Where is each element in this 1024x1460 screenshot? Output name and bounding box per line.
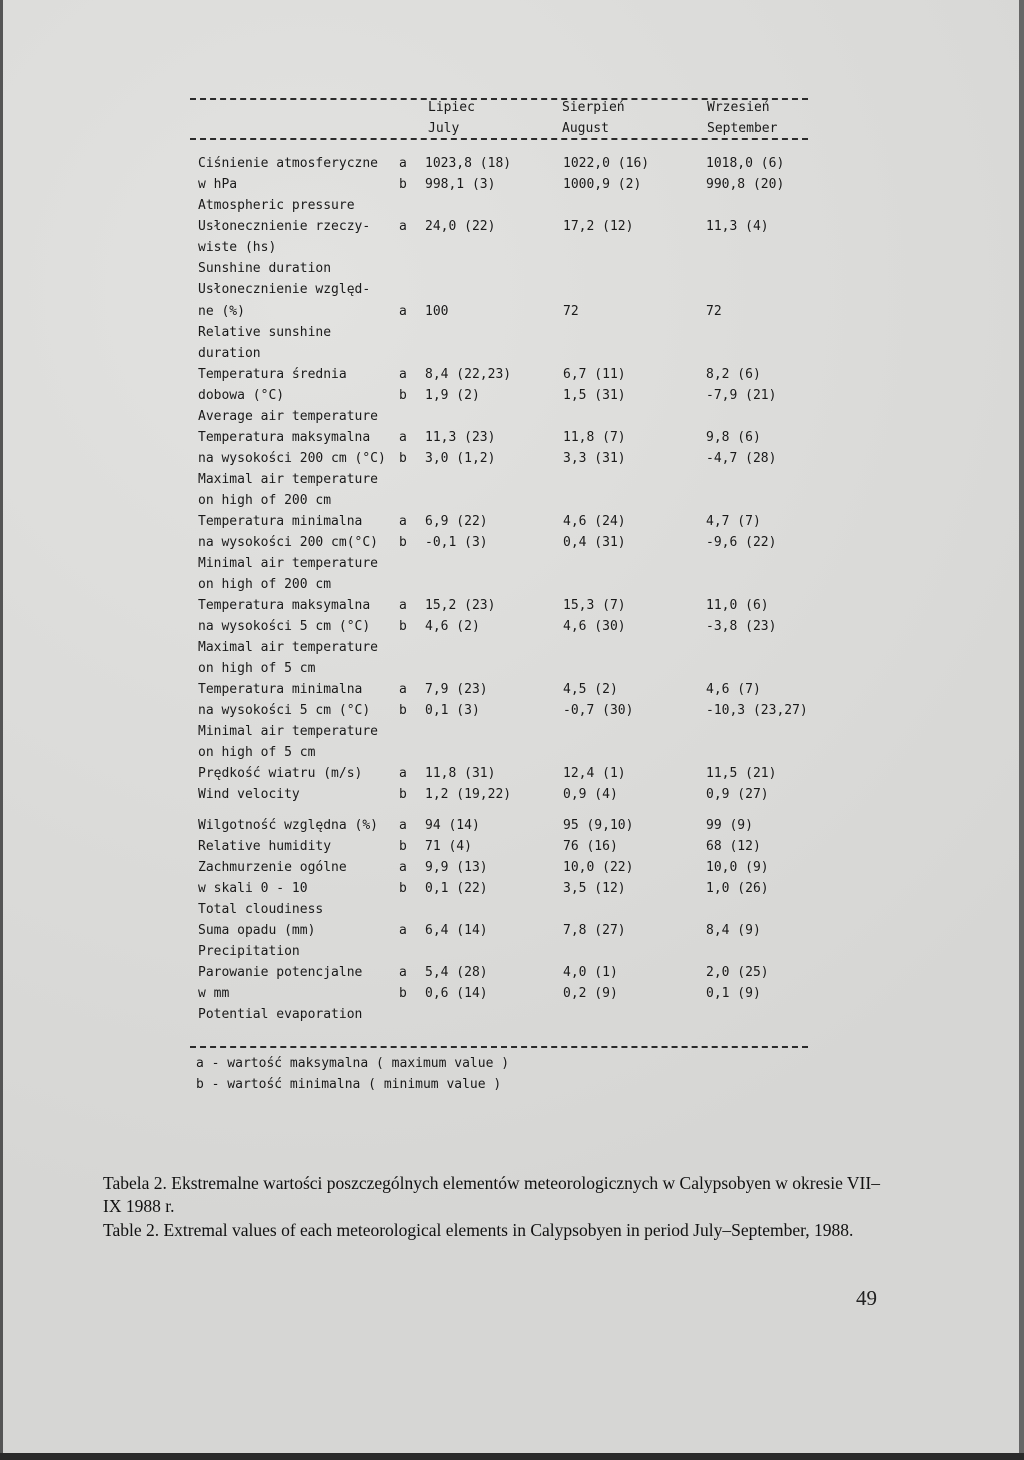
page-edge-right [1019, 0, 1024, 1460]
caption-english: Table 2. Extremal values of each meteorological elements in Calypsobyen in period July–September, 1988. [103, 1220, 854, 1240]
table-cell: 94 (14) [425, 818, 480, 833]
row-label: w skali 0 - 10 [198, 881, 308, 896]
row-label: Wilgotność względna (%) [198, 818, 379, 833]
table-cell: 3,0 (1,2) [425, 451, 496, 466]
table-cell: -7,9 (21) [706, 388, 777, 403]
table-cell: 2,0 (25) [706, 965, 769, 980]
row-label: na wysokości 5 cm (°C) [198, 619, 371, 634]
row-label: na wysokości 200 cm (°C) [198, 451, 386, 466]
table-cell: 9,9 (13) [425, 860, 488, 875]
table-cell: 1022,0 (16) [563, 156, 650, 171]
row-label: Maximal air temperature [198, 472, 379, 487]
table-cell: 0,4 (31) [563, 535, 626, 550]
table-cell: 0,1 (22) [425, 881, 488, 896]
table-cell: 7,9 (23) [425, 682, 488, 697]
table-cell: 4,6 (2) [425, 619, 480, 634]
table-cell: 0,9 (27) [706, 787, 769, 802]
table-cell: 0,1 (3) [425, 703, 480, 718]
table-cell: 11,3 (4) [706, 219, 769, 234]
row-label: w mm [198, 986, 230, 1001]
table-cell: 11,0 (6) [706, 598, 769, 613]
row-label: w hPa [198, 177, 238, 192]
table-cell: 4,6 (24) [563, 514, 626, 529]
table-cell: 71 (4) [425, 839, 472, 854]
table-cell: 11,8 (31) [425, 766, 496, 781]
table-cell: 10,0 (22) [563, 860, 634, 875]
table-cell: 6,4 (14) [425, 923, 488, 938]
table-cell: 8,2 (6) [706, 367, 761, 382]
row-marker: b [399, 177, 407, 192]
row-label: Temperatura minimalna [198, 682, 363, 697]
table-cell: 68 (12) [706, 839, 761, 854]
row-label: Ciśnienie atmosferyczne [198, 156, 379, 171]
row-marker: a [399, 304, 407, 319]
header-august-en: August [562, 121, 609, 136]
row-label: Total cloudiness [198, 902, 324, 917]
table-cell: 1023,8 (18) [425, 156, 512, 171]
legend-a: a - wartość maksymalna ( maximum value ) [196, 1056, 510, 1071]
row-label: Prędkość wiatru (m/s) [198, 766, 363, 781]
table-cell: 72 [706, 304, 722, 319]
table-cell: 76 (16) [563, 839, 618, 854]
legend-b: b - wartość minimalna ( minimum value ) [196, 1077, 502, 1092]
header-september-pl: Wrzesień [707, 100, 770, 115]
row-marker: a [399, 514, 407, 529]
table-cell: 4,7 (7) [706, 514, 761, 529]
row-marker: b [399, 839, 407, 854]
row-label: Precipitation [198, 944, 300, 959]
row-label: Minimal air temperature [198, 724, 379, 739]
row-marker: a [399, 367, 407, 382]
page-number: 49 [856, 1286, 877, 1310]
row-marker: b [399, 787, 407, 802]
row-marker: b [399, 881, 407, 896]
table-cell: 3,5 (12) [563, 881, 626, 896]
table-cell: 4,0 (1) [563, 965, 618, 980]
row-label: Average air temperature [198, 409, 379, 424]
row-label: Temperatura średnia [198, 367, 347, 382]
row-label: Maximal air temperature [198, 640, 379, 655]
table-header-rule [190, 138, 808, 140]
row-label: Temperatura maksymalna [198, 430, 371, 445]
row-marker: a [399, 156, 407, 171]
table-cell: 7,8 (27) [563, 923, 626, 938]
table-cell: 4,6 (30) [563, 619, 626, 634]
table-cell: 11,5 (21) [706, 766, 777, 781]
table-cell: 998,1 (3) [425, 177, 496, 192]
row-label: Potential evaporation [198, 1007, 363, 1022]
table-cell: -9,6 (22) [706, 535, 777, 550]
table-cell: 11,8 (7) [563, 430, 626, 445]
row-label: Wind velocity [198, 787, 300, 802]
row-marker: b [399, 703, 407, 718]
row-label: Parowanie potencjalne [198, 965, 363, 980]
row-label: Relative humidity [198, 839, 332, 854]
row-label: Temperatura minimalna [198, 514, 363, 529]
page-edge-bottom [0, 1453, 1024, 1460]
row-label: on high of 5 cm [198, 745, 316, 760]
table-cell: 1,2 (19,22) [425, 787, 512, 802]
row-label: Suma opadu (mm) [198, 923, 316, 938]
row-label: Temperatura maksymalna [198, 598, 371, 613]
row-label: na wysokości 5 cm (°C) [198, 703, 371, 718]
row-label: Usłonecznienie względ- [198, 282, 371, 297]
row-label: on high of 200 cm [198, 493, 332, 508]
row-label: Relative sunshine [198, 325, 332, 340]
row-label: duration [198, 346, 261, 361]
table-cell: -0,7 (30) [563, 703, 634, 718]
row-marker: a [399, 219, 407, 234]
row-label: dobowa (°C) [198, 388, 285, 403]
table-cell: 72 [563, 304, 579, 319]
table-cell: 15,3 (7) [563, 598, 626, 613]
table-cell: 4,6 (7) [706, 682, 761, 697]
header-august-pl: Sierpień [562, 100, 625, 115]
table-cell: 0,9 (4) [563, 787, 618, 802]
table-cell: 99 (9) [706, 818, 753, 833]
header-july-en: July [428, 121, 460, 136]
table-cell: 6,7 (11) [563, 367, 626, 382]
row-label: Atmospheric pressure [198, 198, 355, 213]
row-marker: b [399, 986, 407, 1001]
table-cell: 1000,9 (2) [563, 177, 642, 192]
row-label: Minimal air temperature [198, 556, 379, 571]
row-marker: a [399, 766, 407, 781]
row-marker: b [399, 388, 407, 403]
table-cell: 1018,0 (6) [706, 156, 785, 171]
row-label: on high of 5 cm [198, 661, 316, 676]
table-cell: 1,5 (31) [563, 388, 626, 403]
row-marker: a [399, 860, 407, 875]
table-cell: 3,3 (31) [563, 451, 626, 466]
table-bottom-rule [190, 1046, 808, 1048]
table-cell: 15,2 (23) [425, 598, 496, 613]
header-september-en: September [707, 121, 778, 136]
row-marker: b [399, 451, 407, 466]
row-marker: a [399, 965, 407, 980]
table-cell: -3,8 (23) [706, 619, 777, 634]
row-marker: a [399, 430, 407, 445]
table-cell: 10,0 (9) [706, 860, 769, 875]
row-label: on high of 200 cm [198, 577, 332, 592]
table-cell: 0,2 (9) [563, 986, 618, 1001]
row-marker: a [399, 923, 407, 938]
table-cell: 9,8 (6) [706, 430, 761, 445]
table-cell: 0,6 (14) [425, 986, 488, 1001]
row-label: ne (%) [198, 304, 245, 319]
page-edge-left [0, 0, 3, 1460]
row-marker: a [399, 598, 407, 613]
row-marker: a [399, 818, 407, 833]
table-cell: 1,9 (2) [425, 388, 480, 403]
table-cell: 100 [425, 304, 449, 319]
table-cell: 0,1 (9) [706, 986, 761, 1001]
table-cell: 11,3 (23) [425, 430, 496, 445]
caption-polish: Tabela 2. Ekstremalne wartości poszczególnych elementów meteorologicznych w Calypsobyen w okresie VII–IX 1988 r. [103, 1173, 880, 1216]
table-cell: 5,4 (28) [425, 965, 488, 980]
table-cell: 8,4 (22,23) [425, 367, 512, 382]
header-july-pl: Lipiec [428, 100, 475, 115]
table-cell: 990,8 (20) [706, 177, 785, 192]
table-cell: 1,0 (26) [706, 881, 769, 896]
row-label: na wysokości 200 cm(°C) [198, 535, 379, 550]
table-cell: -4,7 (28) [706, 451, 777, 466]
table-cell: 4,5 (2) [563, 682, 618, 697]
table-cell: 6,9 (22) [425, 514, 488, 529]
row-label: Sunshine duration [198, 261, 332, 276]
table-cell: -0,1 (3) [425, 535, 488, 550]
row-label: Zachmurzenie ogólne [198, 860, 347, 875]
row-marker: b [399, 535, 407, 550]
row-label: Usłonecznienie rzeczy- [198, 219, 371, 234]
table-cell: -10,3 (23,27) [706, 703, 808, 718]
table-cell: 24,0 (22) [425, 219, 496, 234]
row-marker: b [399, 619, 407, 634]
table-cell: 8,4 (9) [706, 923, 761, 938]
table-cell: 17,2 (12) [563, 219, 634, 234]
row-marker: a [399, 682, 407, 697]
table-cell: 12,4 (1) [563, 766, 626, 781]
table-cell: 95 (9,10) [563, 818, 634, 833]
row-label: wiste (hs) [198, 240, 277, 255]
